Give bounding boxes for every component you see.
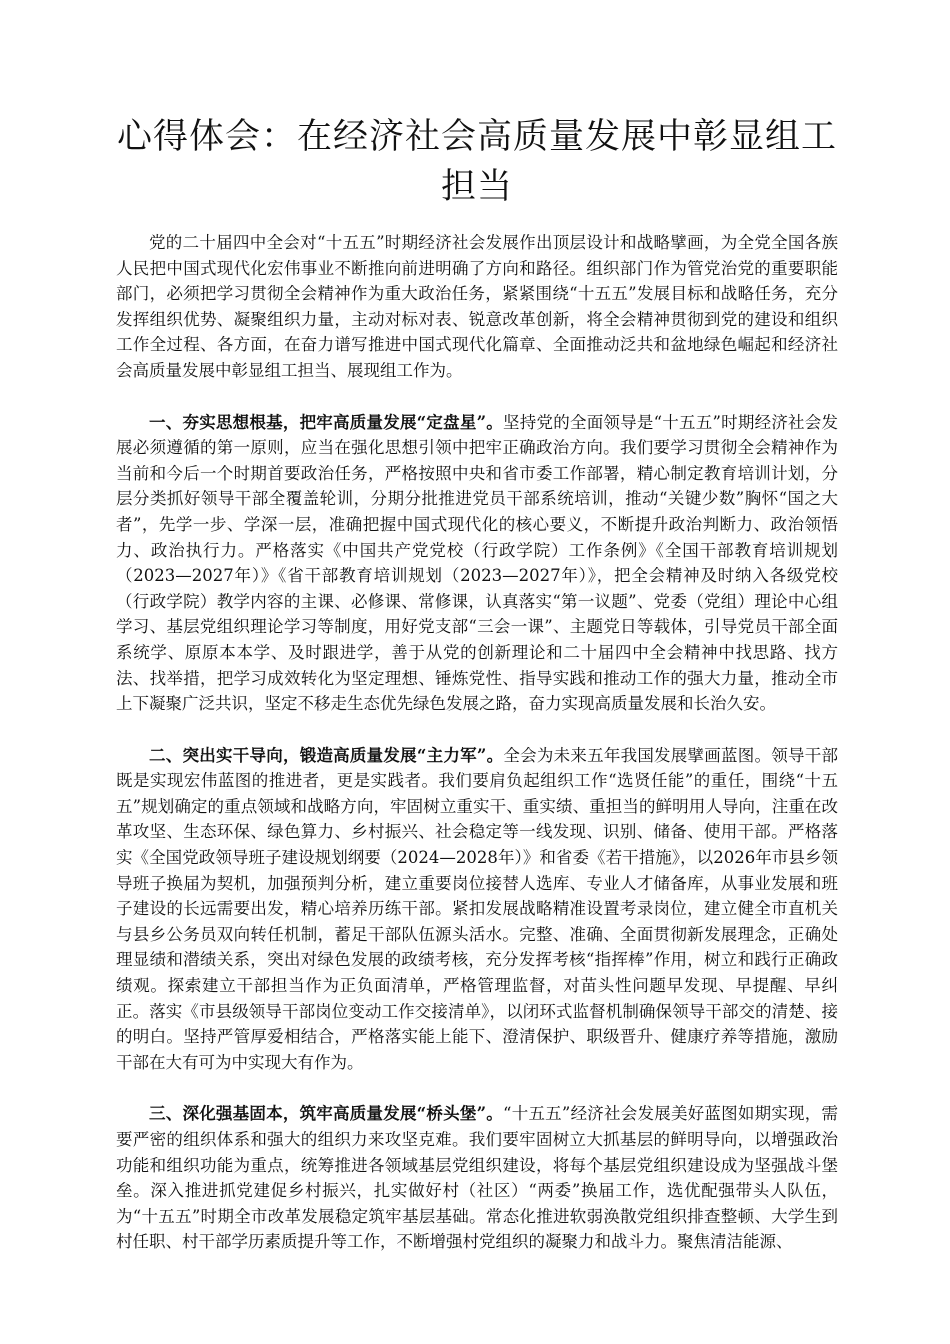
section-heading-3: 三、深化强基固本，筑牢高质量发展“桥头堡”。 bbox=[149, 1104, 504, 1124]
paragraph-gap bbox=[116, 717, 838, 743]
section-paragraph-2 bbox=[116, 743, 838, 1076]
document-body bbox=[116, 230, 838, 1255]
document-title: 心得体会：在经济社会高质量发展中彰显组工担当 bbox=[116, 117, 837, 207]
paragraph-gap bbox=[116, 384, 838, 410]
section-text-1: 坚持党的全面领导是“十五五”时期经济社会发展必须遵循的第一原则，应当在强化思想引领中把牢正确政治方向。我们要学习贯彻全会精神作为当前和今后一个时期首要政治任务，严格按照中央和省市委工作部署，精心制定教育培训计划，分层分类抓好领导干部全覆盖轮训，分期分批推进党员干部系统培训，推动“关键少数”胸怀“国之大者”，先学一步、学深一层，准确把握中国式现代化的核心要义，不断提升政治判断力、政治领悟力、政治执行力。严格落实《中国共产党党校（行政学院）工作条例》《全国干部教育培训规划（2023—2027年）》《省干部教育培训规划（2023—2027年）》，把全会精神及时纳入各级党校（行政学院）教学内容的主课、必修课、常修课，认真落实“第一议题”、党委（党组）理论中心组学习、基层党组织理论学习等制度，用好党支部“三会一课”、主题党日等载体，引导党员干部全面系统学、原原本本学、及时跟进学，善于从党的创新理论和二十届四中全会精神中找思路、找方法、找举措，把学习成效转化为坚定理想、锤炼党性、指导实践和推动工作的强大力量，推动全市上下凝聚广泛共识，坚定不移走生态优先绿色发展之路，奋力实现高质量发展和长治久安。 bbox=[116, 412, 839, 714]
section-heading-1: 一、夯实思想根基，把牢高质量发展“定盘星”。 bbox=[149, 412, 504, 432]
section-paragraph-3 bbox=[116, 1101, 838, 1255]
paragraph-gap bbox=[116, 1075, 838, 1101]
intro-paragraph: 党的二十届四中全会对“十五五”时期经济社会发展作出顶层设计和战略擘画，为全党全国各族人民把中国式现代化宏伟事业不断推向前进明确了方向和路径。组织部门作为管党治党的重要职能部门，必须把学习贯彻全会精神作为重大政治任务，紧紧围绕“十五五”发展目标和战略任务，充分发挥组织优势、凝聚组织力量，主动对标对表、锐意改革创新，将全会精神贯彻到党的建设和组织工作全过程、各方面，在奋力谱写推进中国式现代化篇章、全面推动泛共和盆地绿色崛起和经济社会高质量发展中彰显组工担当、展现组工作为。 bbox=[116, 233, 838, 380]
section-heading-2: 二、突出实干导向，锻造高质量发展“主力军”。 bbox=[149, 745, 504, 765]
section-text-3: “十五五”经济社会发展美好蓝图如期实现，需要严密的组织体系和强大的组织力来攻坚克难。我们要牢固树立大抓基层的鲜明导向，以增强政治功能和组织功能为重点，统筹推进各领域基层党组织建设，将每个基层党组织建设成为坚强战斗堡垒。深入推进抓党建促乡村振兴，扎实做好村（社区）“两委”换届工作，选优配强带头人队伍，为“十五五”时期全市改革发展稳定筑牢基层基础。常态化推进软弱涣散党组织排查整顿、大学生到村任职、村干部学历素质提升等工作，不断增强村党组织的凝聚力和战斗力。聚焦清洁能源、 bbox=[116, 1104, 839, 1252]
section-paragraph-1 bbox=[116, 410, 838, 717]
section-text-2: 全会为未来五年我国发展擘画蓝图。领导干部既是实现宏伟蓝图的推进者，更是实践者。我们要肩负起组织工作“选贤任能”的重任，围绕“十五五”规划确定的重点领域和战略方向，牢固树立重实干、重实绩、重担当的鲜明用人导向，注重在改革攻坚、生态环保、绿色算力、乡村振兴、社会稳定等一线发现、识别、储备、使用干部。严格落实《全国党政领导班子建设规划纲要（2024—2028年）》和省委《若干措施》，以2026年市县乡领导班子换届为契机，加强预判分析，建立重要岗位接替人选库、专业人才储备库，从事业发展和班子建设的长远需要出发，精心培养历练干部。紧扣发展战略精准设置考录岗位，建立健全市直机关与县乡公务员双向转任机制，蓄足干部队伍源头活水。完整、准确、全面贯彻新发展理念，正确处理显绩和潜绩关系，突出对绿色发展的政绩考核，充分发挥考核“指挥棒”作用，树立和践行正确政绩观。探索建立干部担当作为正负面清单，严格管理监督，对苗头性问题早发现、早提醒、早纠正。落实《市县级领导干部岗位变动工作交接清单》，以闭环式监督机制确保领导干部交的清楚、接的明白。坚持严管厚爱相结合，严格落实能上能下、澄清保护、职级晋升、健康疗养等措施，激励干部在大有可为中实现大有作为。 bbox=[116, 745, 839, 1072]
